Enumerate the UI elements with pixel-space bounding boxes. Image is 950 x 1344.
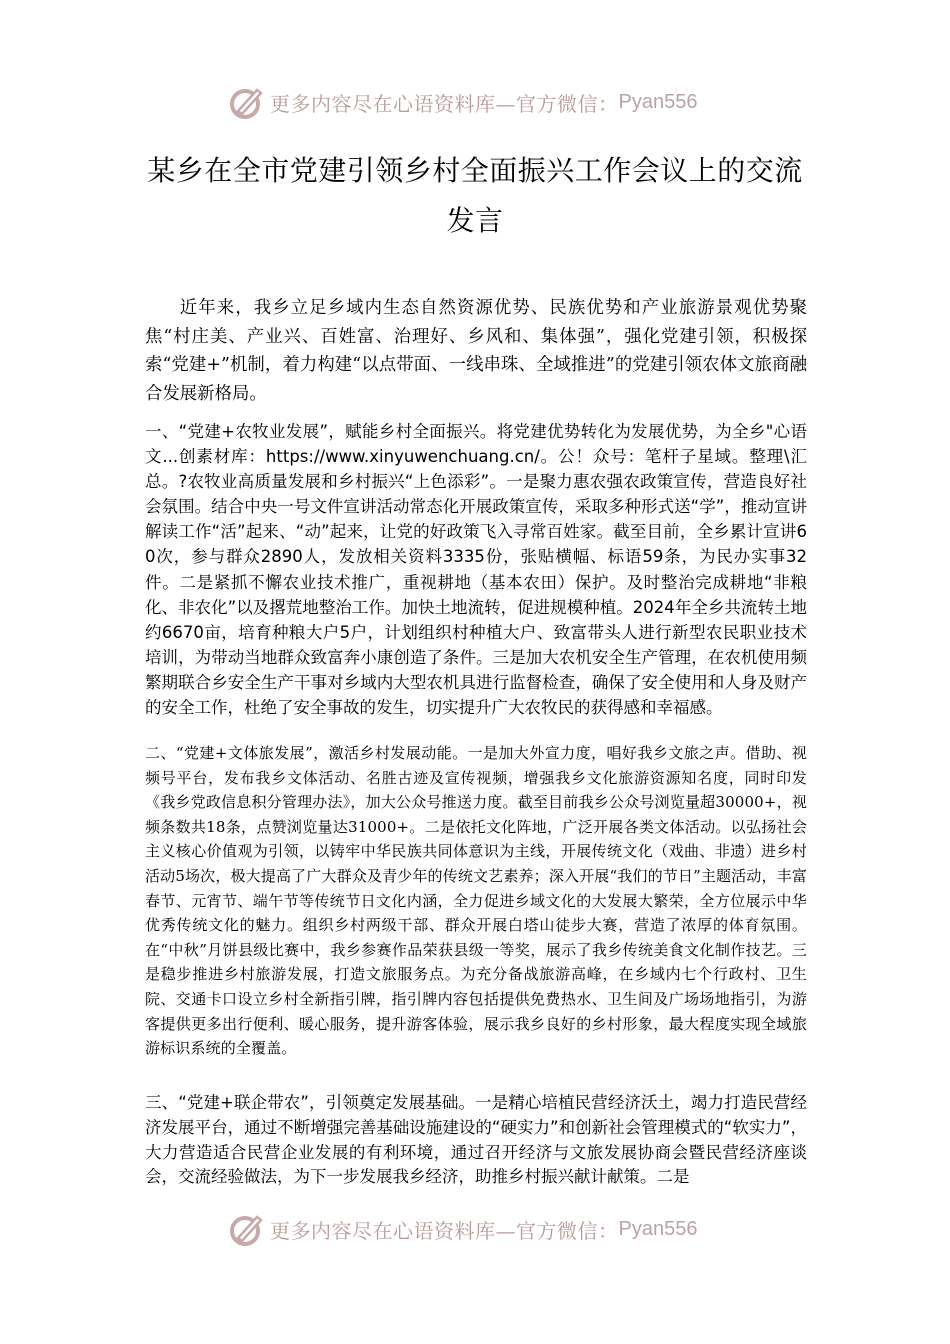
watermark-header bbox=[228, 82, 748, 122]
watermark-footer bbox=[228, 1209, 748, 1249]
watermark-wechat-id: Pyan556 bbox=[618, 90, 698, 113]
document-title: 某乡在全市党建引领乡村全面振兴工作会议上的交流发言 bbox=[147, 154, 803, 237]
section-2-paragraph: 二、“党建+文体旅发展”，激活乡村发展动能。一是加大外宣力度，唱好我乡文旅之声。借助、视频号平台，发布我乡文体活动、名胜古迹及宣传视频，增强我乡文化旅游资源知名度，同时印发《我乡党政信息积分管理办法》，加大公众号推送力度。截至目前我乡公众号浏览量超30000+，视频条数共18条，点赞浏览量达31000+。二是依托文化阵地，广泛开展各类文体活动。以弘扬社会主义核心价值观为引领，以铸牢中华民族共同体意识为主线，开展传统文化（戏曲、非遗）进乡村活动5场次，极大提高了广大群众及青少年的传统文艺素养；深入开展“我们的节日”主题活动，丰富春节、元宵节、端午节等传统节日文化内涵，全力促进乡域文化的大发展大繁荣，全方位展示中华优秀传统文化的魅力。组织乡村两级干部、群众开展白塔山徒步大赛，营造了浓厚的体育氛围。在“中秋”月饼县级比赛中，我乡参赛作品荣获县级一等奖，展示了我乡传统美食文化制作技艺。三是稳步推进乡村旅游发展，打造文旅服务点。为充分备战旅游高峰，在乡域内七个行政村、卫生院、交通卡口设立乡村全新指引牌，指引牌内容包括提供免费热水、卫生间及广场场地指引，为游客提供更多出行便利、暖心服务，提升游客体验，展示我乡良好的乡村形象，最大程度实现全域旅游标识系统的全覆盖。 bbox=[145, 744, 807, 1058]
watermark-text: 更多内容尽在心语资料库—官方微信： bbox=[270, 1218, 619, 1243]
watermark-wechat-id: Pyan556 bbox=[618, 1217, 698, 1240]
pen-logo-icon bbox=[228, 83, 266, 121]
pen-logo-icon bbox=[228, 1210, 266, 1248]
section-1-paragraph: 一、“党建+农牧业发展”，赋能乡村全面振兴。将党建优势转化为发展优势，为全乡"心语文...创素材库：https://www.xinyuwenchuang.cn/。公！众号：笔杆子星域。整理\汇总。?农牧业高质量发展和乡村振兴“上色添彩”。一是聚力惠农强农政策宣传，营造良好社会氛围。结合中央一号文件宣讲活动常态化开展政策宣传，采取多种形式送“学”，推动宣讲解读工作“活”起来、“动”起来，让党的好政策飞入寻常百姓家。截至目前，全乡累计宣讲60次，参与群众2890人，发放相关资料3335份，张贴横幅、标语59条，为民办实事32件。二是紧抓不懈农业技术推广，重视耕地（基本农田）保护。及时整治完成耕地“非粮化、非农化”以及撂荒地整治工作。加快土地流转，促进规模种植。2024年全乡共流转土地约6670亩，培育种粮大户5户，计划组织村种植大户、致富带头人进行新型农民职业技术培训，为带动当地群众致富奔小康创造了条件。三是加大农机安全生产管理，在农机使用频繁期联合乡安全生产干事对乡域内大型农机具进行监督检查，确保了安全使用和人身及财产的安全工作，杜绝了安全事故的发生，切实提升广大农牧民的获得感和幸福感。 bbox=[145, 422, 807, 718]
watermark-text: 更多内容尽在心语资料库—官方微信： bbox=[270, 91, 619, 116]
section-3-paragraph: 三、“党建+联企带农”，引领奠定发展基础。一是精心培植民营经济沃土，竭力打造民营经济发展平台，通过不断增强完善基础设施建设的“硬实力”和创新社会管理模式的“软实力”，大力营造适合民营企业发展的有利环境，通过召开经济与文旅发展协商会暨民营经济座谈会，交流经验做法，为下一步发展我乡经济，助推乡村振兴献计献策。二是 bbox=[145, 1093, 807, 1187]
intro-paragraph: 近年来，我乡立足乡域内生态自然资源优势、民族优势和产业旅游景观优势聚焦“村庄美、产业兴、百姓富、治理好、乡风和、集体强”，强化党建引领，积极探索“党建+”机制，着力构建“以点带面、一线串珠、全域推进”的党建引领农体文旅商融合发展新格局。 bbox=[145, 298, 807, 404]
